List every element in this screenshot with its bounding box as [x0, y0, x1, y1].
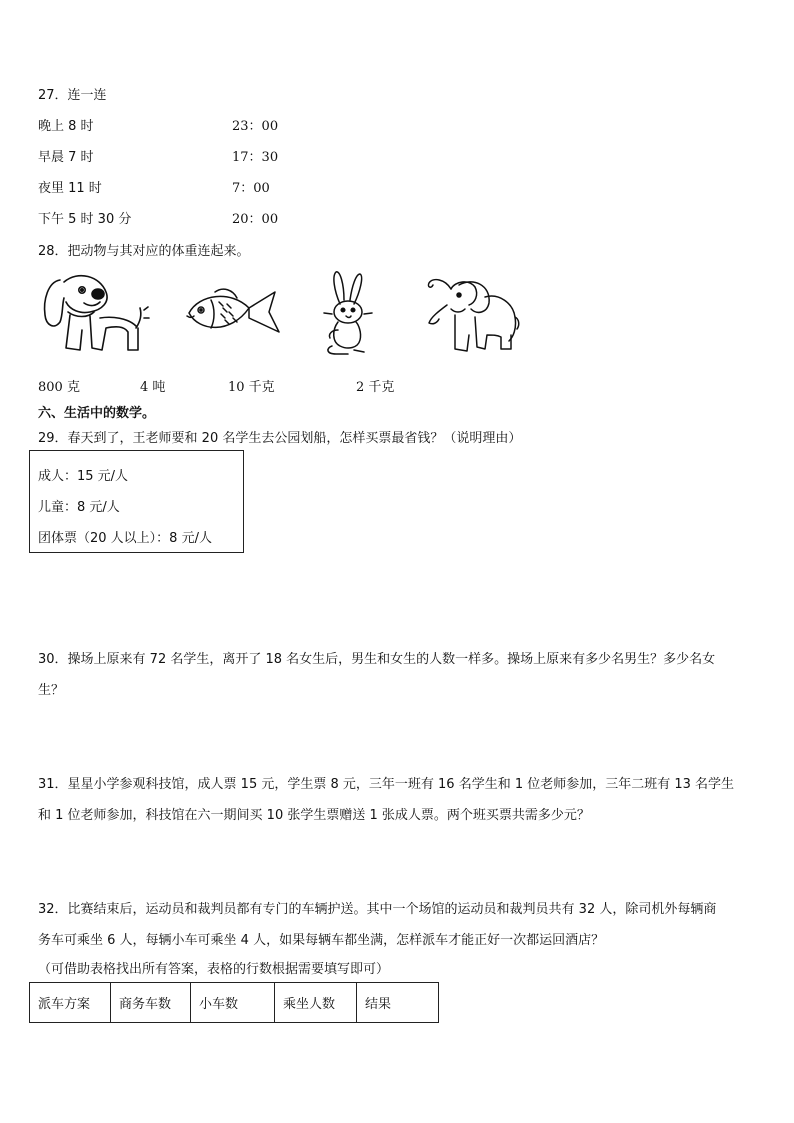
q27-title: 27．连一连	[38, 88, 107, 103]
table-header-cell: 派车方案	[30, 983, 111, 1023]
child-price: 儿童：8 元/人	[38, 500, 120, 515]
adult-price: 成人：15 元/人	[38, 469, 129, 484]
elephant-illustration	[425, 275, 520, 355]
q27-left-item: 晚上 8 时	[38, 119, 94, 134]
q27-left-item: 下午 5 时 30 分	[38, 212, 132, 227]
q32-text-line1: 32．比赛结束后，运动员和裁判员都有专门的车辆护送。其中一个场馆的运动员和裁判员共有 32 人，除司机外每辆商	[38, 902, 717, 917]
fish-illustration	[185, 288, 285, 338]
table-header-row	[30, 983, 439, 1023]
q29-title: 29．春天到了，王老师要和 20 名学生去公园划船，怎样买票最省钱？（说明理由）	[38, 431, 522, 446]
weight-label: 10 千克	[228, 380, 275, 395]
group-price: 团体票（20 人以上）：8 元/人	[38, 531, 212, 546]
q27-left-item: 夜里 11 时	[38, 181, 102, 196]
table-header-cell: 商务车数	[111, 983, 191, 1023]
rabbit-illustration	[318, 270, 378, 355]
q31-text-line2: 和 1 位老师参加，科技馆在六一期间买 10 张学生票赠送 1 张成人票。两个班买票共需多少元？	[38, 808, 590, 823]
weight-label: 800 克	[38, 380, 80, 395]
q27-right-item: 7：00	[232, 181, 270, 196]
section-6-title: 六、生活中的数学。	[38, 406, 156, 421]
dog-illustration	[40, 270, 150, 355]
dispatch-table	[29, 982, 439, 1023]
q27-right-item: 17：30	[232, 150, 279, 165]
q30-text-line2: 生？	[38, 683, 65, 698]
q30-text-line1: 30．操场上原来有 72 名学生，离开了 18 名女生后，男生和女生的人数一样多。操场上原来有多少名男生？多少名女	[38, 652, 716, 667]
q31-text-line1: 31．星星小学参观科技馆，成人票 15 元，学生票 8 元，三年一班有 16 名学生和 1 位老师参加，三年二班有 13 名学生	[38, 777, 735, 792]
q27-left-item: 早晨 7 时	[38, 150, 94, 165]
q27-right-item: 20：00	[232, 212, 279, 227]
weight-label: 4 吨	[140, 380, 166, 395]
q32-note: （可借助表格找出所有答案，表格的行数根据需要填写即可）	[38, 962, 390, 977]
weight-label: 2 千克	[356, 380, 395, 395]
table-header-cell: 结果	[357, 983, 439, 1023]
q28-title: 28．把动物与其对应的体重连起来。	[38, 244, 250, 259]
price-box	[29, 450, 244, 553]
table-header-cell: 乘坐人数	[275, 983, 357, 1023]
q32-text-line2: 务车可乘坐 6 人，每辆小车可乘坐 4 人，如果每辆车都坐满，怎样派车才能正好一次都运回酒店？	[38, 933, 605, 948]
q27-right-item: 23：00	[232, 119, 279, 134]
table-header-cell: 小车数	[191, 983, 275, 1023]
